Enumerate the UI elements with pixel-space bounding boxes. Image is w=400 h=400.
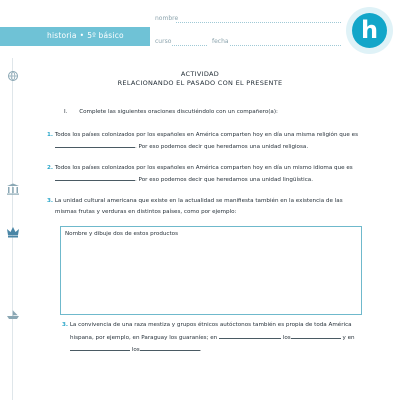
- crown-icon: [6, 225, 20, 242]
- brand-logo: h: [352, 13, 387, 48]
- instruction-numeral: I.: [64, 109, 68, 115]
- question-3: [47, 196, 377, 217]
- question-4: [62, 320, 382, 357]
- question-4-line3b: los: [131, 347, 140, 353]
- question-2: [47, 163, 377, 185]
- question-3-line2: mismas frutas y verduras en distintos países, como por ejemplo:: [55, 208, 237, 215]
- subject-label: historia: [47, 31, 77, 40]
- activity-title: ACTIVIDAD: [180, 70, 220, 78]
- question-3-line1: La unidad cultural americana que existe en la actualidad se manifiesta también en la existencia de las: [54, 198, 343, 204]
- worksheet-header: [0, 0, 400, 58]
- answer-box-label: Nombre y dibuje dos de estos productos: [65, 231, 179, 237]
- question-4-line2c: y en: [342, 334, 355, 341]
- question-4-blank-group-2[interactable]: [140, 344, 200, 351]
- question-4-line2b: los: [282, 334, 291, 341]
- question-2-number: 2.: [47, 165, 54, 171]
- question-4-blank-country-1[interactable]: [219, 332, 281, 339]
- question-3-number: 3.: [47, 198, 54, 204]
- name-label: nombre: [155, 15, 179, 22]
- question-1-line2: . Por eso podemos decir que heredamos una unidad religiosa.: [135, 143, 309, 150]
- question-1: [47, 130, 377, 152]
- course-field[interactable]: [172, 45, 207, 46]
- question-4-line1: La convivencia de una raza mestiza y grupos étnicos autóctonos también es propia de toda América: [69, 322, 352, 328]
- name-field[interactable]: [176, 22, 341, 23]
- date-label: fecha: [212, 38, 229, 45]
- instruction-text: Complete las siguientes oraciones discutiéndolo con un compañero(a):: [79, 109, 278, 115]
- question-1-number: 1.: [47, 132, 54, 138]
- question-1-line1: Todos los países colonizados por los españoles en América comparten hoy en día una misma religión que es: [54, 132, 358, 138]
- question-2-blank[interactable]: [55, 174, 135, 181]
- drawing-answer-box[interactable]: [60, 226, 362, 315]
- subject-grade: historia • 5º básico: [47, 31, 124, 40]
- question-2-line2: . Por eso podemos decir que heredamos una unidad lingüística.: [135, 176, 313, 183]
- question-4-blank-group-1[interactable]: [291, 332, 341, 339]
- ship-icon: [6, 310, 20, 323]
- question-4-line2a: hispana, por ejemplo, en Paraguay los guaraníes; en: [70, 334, 218, 341]
- date-field[interactable]: [230, 45, 341, 46]
- instruction: [64, 107, 278, 118]
- columns-icon: [6, 183, 20, 198]
- question-1-blank[interactable]: [55, 141, 135, 148]
- grade-label: 5º básico: [87, 31, 124, 40]
- question-4-line3c: .: [199, 347, 202, 353]
- activity-subtitle: RELACIONANDO EL PASADO CON EL PRESENTE: [117, 79, 283, 87]
- course-label: curso: [155, 38, 172, 45]
- question-4-blank-country-2[interactable]: [70, 344, 130, 351]
- question-4-number: 3.: [62, 322, 69, 328]
- question-2-line1: Todos los países colonizados por los españoles en América comparten hoy en día un mismo idioma que es: [54, 165, 353, 171]
